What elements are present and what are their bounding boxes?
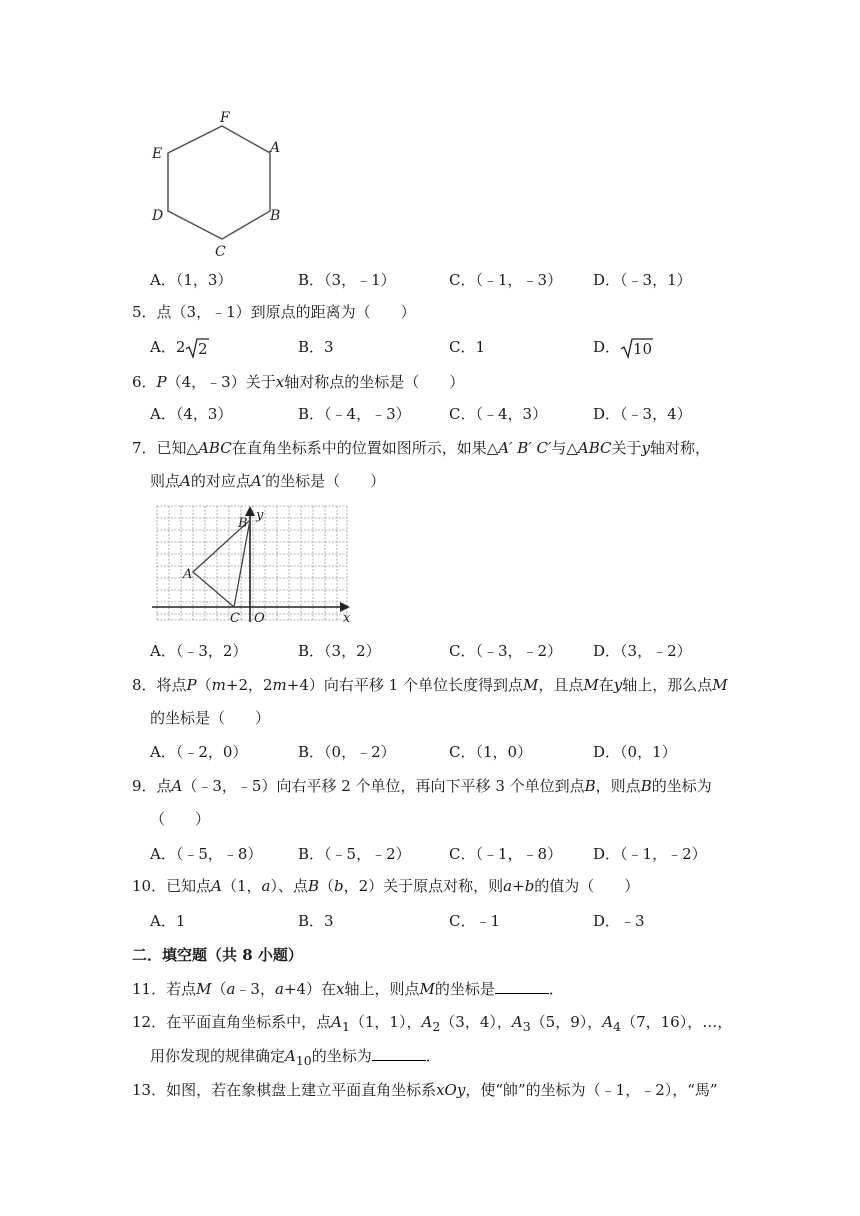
- q10-text: （1，: [221, 877, 262, 895]
- q9-stem-line1: [132, 776, 712, 796]
- q11-text: ﹣3，: [235, 980, 275, 998]
- q12-subscript: 1: [341, 1019, 350, 1034]
- q9-var: A: [171, 777, 183, 795]
- q4-option-a[interactable]: A．（1，3）: [150, 271, 233, 289]
- q4-option-b[interactable]: B．（3，﹣1）: [298, 271, 396, 289]
- q10-text: （: [318, 877, 334, 895]
- q8-text: +2，2: [225, 676, 273, 694]
- q12-answer-blank[interactable]: [372, 1046, 426, 1061]
- q12-text: （5，9），: [530, 1013, 603, 1031]
- grid-label-o: O: [254, 611, 265, 626]
- q12-text: （3，4），: [440, 1013, 512, 1031]
- y-axis-arrow-icon: [245, 506, 255, 516]
- q10-text: 的值为（ ）: [534, 877, 640, 895]
- triangle-abc: [193, 520, 250, 607]
- q6-options: [150, 404, 790, 426]
- q11-text: +4）在: [283, 980, 337, 998]
- q12-var: A: [511, 1013, 523, 1031]
- q10-var: A: [211, 877, 222, 895]
- sqrt-radical-icon: [620, 337, 654, 359]
- q12-text: ．: [425, 1047, 441, 1065]
- q11-text: 的坐标是: [434, 980, 495, 998]
- q8-option-d[interactable]: D．（0，1）: [593, 743, 677, 761]
- q10-var: a: [261, 877, 271, 895]
- q8-var: M: [712, 676, 728, 694]
- q12-subscript: 3: [522, 1019, 531, 1034]
- q7-text: 关于: [611, 439, 642, 457]
- q11-var: a: [226, 980, 236, 998]
- hex-label-d: D: [152, 208, 164, 224]
- q11-var: M: [196, 980, 212, 998]
- q10-option-d[interactable]: D．﹣3: [593, 912, 645, 930]
- q5-option-d[interactable]: [593, 337, 654, 359]
- q7-stem-line2: [150, 471, 385, 491]
- hex-label-c: C: [215, 244, 226, 258]
- q4-options: [150, 270, 790, 292]
- q9-option-d[interactable]: D．（﹣1，﹣2）: [593, 845, 707, 863]
- q12-text: 的坐标为: [311, 1047, 372, 1065]
- coordinate-grid-figure: [150, 500, 356, 628]
- q10-option-c[interactable]: C．﹣1: [449, 912, 501, 930]
- q11-text: （: [211, 980, 227, 998]
- q7-text: 在直角坐标系中的位置如图所示，如果△: [231, 439, 499, 457]
- q8-option-a[interactable]: A．（﹣2，0）: [150, 743, 248, 761]
- q5-option-c[interactable]: C．1: [449, 338, 486, 356]
- q6-text-2: 轴对称点的坐标是（ ）: [284, 373, 465, 391]
- q7-text: 轴对称，: [650, 439, 711, 457]
- q7-var: A′ B′ C′: [498, 439, 552, 457]
- q8-text: +4）向右平移 1 个单位长度得到点: [286, 676, 523, 694]
- q8-text: 在: [598, 676, 614, 694]
- hex-label-e: E: [152, 146, 163, 162]
- q8-text: （: [196, 676, 212, 694]
- q8-var: M: [583, 676, 599, 694]
- q5-option-a-label: A．2: [150, 338, 186, 356]
- q4-option-c[interactable]: C．（﹣1，﹣3）: [449, 271, 563, 289]
- q7-text: 7．已知△: [132, 439, 199, 457]
- q9-stem-line2: （ ）: [150, 810, 211, 828]
- grid-lines: [157, 506, 347, 620]
- grid-label-c: C: [230, 611, 240, 626]
- q11-var: x: [336, 980, 345, 998]
- q9-options: [150, 844, 790, 866]
- q7-var: ABC: [577, 439, 612, 457]
- hex-label-f: F: [220, 110, 230, 126]
- q10-var: b: [524, 877, 535, 895]
- q12-var: A: [285, 1047, 296, 1065]
- q6-option-c[interactable]: C．（﹣4，3）: [449, 405, 548, 423]
- q12-text: （7，16），…，: [621, 1013, 733, 1031]
- q9-var: B: [640, 777, 652, 795]
- q8-text: ，且点: [538, 676, 584, 694]
- q11-answer-blank[interactable]: [495, 979, 549, 994]
- hex-label-b: B: [270, 208, 281, 224]
- q9-text: （﹣3，﹣5）向右平移 2 个单位，再向下平移 3 个单位到点: [182, 777, 585, 795]
- q8-option-c[interactable]: C．（1，0）: [449, 743, 533, 761]
- q10-option-a[interactable]: A．1: [150, 912, 186, 930]
- q8-var: P: [186, 676, 197, 694]
- q5-option-a[interactable]: [150, 337, 209, 359]
- q13-var: xOy: [436, 1081, 466, 1099]
- q9-text: ，则点: [595, 777, 641, 795]
- sqrt-radical-icon: [185, 337, 209, 359]
- q10-var: B: [307, 877, 319, 895]
- q7-text: 则点: [150, 472, 181, 490]
- q9-var: B: [584, 777, 596, 795]
- q7-var: A′: [250, 472, 266, 490]
- q12-var: A: [602, 1013, 614, 1031]
- q8-stem-line2: 的坐标是（ ）: [150, 709, 271, 727]
- q7-text: 与△: [551, 439, 578, 457]
- section-2-title: 二．填空题（共 8 小题）: [132, 946, 303, 964]
- q12-subscript: 2: [432, 1019, 441, 1034]
- q10-text: 10．已知点: [132, 877, 212, 895]
- q8-stem-line1: [132, 675, 728, 695]
- q6-var-p: P: [156, 373, 167, 391]
- q11-var: a: [274, 980, 284, 998]
- q9-text: 的坐标为: [651, 777, 712, 795]
- q10-text: ，2）关于原点对称，则: [343, 877, 504, 895]
- q10-var: a: [503, 877, 513, 895]
- q12-text: 用你发现的规律确定: [150, 1047, 286, 1065]
- q8-var: y: [613, 676, 623, 694]
- q4-option-d[interactable]: D．（﹣3，1）: [593, 271, 692, 289]
- q10-options: [150, 911, 790, 933]
- q6-var-x: x: [275, 373, 285, 391]
- q13-text: ，使“帥”的坐标为（﹣1，﹣2），“馬”: [465, 1081, 718, 1099]
- q8-var: m: [211, 676, 226, 694]
- q9-option-b[interactable]: B．（﹣5，﹣2）: [298, 845, 411, 863]
- q7-option-b[interactable]: B．（3，2）: [298, 642, 381, 660]
- q12-var: A: [421, 1013, 433, 1031]
- q11-stem: [132, 979, 564, 999]
- q11-text: 轴上，则点: [344, 980, 420, 998]
- q12-text: （1，1），: [349, 1013, 422, 1031]
- q8-var: M: [522, 676, 539, 694]
- q10-text: +: [512, 877, 525, 895]
- q7-options: [150, 641, 790, 663]
- q9-text: 9．点: [132, 777, 172, 795]
- hexagon-shape: [168, 126, 270, 239]
- q6-stem: [132, 372, 464, 392]
- q7-option-a[interactable]: A．（﹣3，2）: [150, 642, 248, 660]
- q7-option-c[interactable]: C．（﹣3，﹣2）: [449, 642, 563, 660]
- q13-stem: [132, 1080, 718, 1100]
- q11-text: ．: [548, 980, 564, 998]
- q11-text: 11．若点: [132, 980, 197, 998]
- grid-label-b: B: [238, 516, 248, 531]
- q10-option-b[interactable]: B．3: [298, 912, 334, 930]
- hexagon-figure: [148, 108, 282, 258]
- q8-option-b[interactable]: B．（0，﹣2）: [298, 743, 396, 761]
- q5-option-b[interactable]: B．3: [298, 338, 334, 356]
- q7-var: y: [641, 439, 651, 457]
- q10-text: ）、点: [270, 877, 308, 895]
- q11-var: M: [419, 980, 435, 998]
- q5-option-a-radicand: 2: [198, 340, 208, 358]
- q6-number: 6．: [132, 373, 157, 391]
- q12-subscript: 4: [613, 1019, 622, 1034]
- q7-option-d[interactable]: D．（3，﹣2）: [593, 642, 692, 660]
- grid-label-a: A: [183, 567, 193, 582]
- q5-options: [150, 337, 790, 359]
- q6-option-d[interactable]: D．（﹣3，4）: [593, 405, 692, 423]
- q5-option-d-radicand: 10: [633, 340, 653, 358]
- q10-stem: [132, 876, 639, 896]
- hex-label-a: A: [270, 140, 281, 156]
- q12-var: A: [331, 1013, 342, 1031]
- q12-stem-line1: [132, 1012, 732, 1037]
- q12-stem-line2: [150, 1046, 441, 1071]
- q8-var: m: [272, 676, 287, 694]
- q6-option-b[interactable]: B．（﹣4，﹣3）: [298, 405, 411, 423]
- q5-stem: 5．点（3，﹣1）到原点的距离为（ ）: [132, 303, 416, 321]
- q8-text: 8．将点: [132, 676, 187, 694]
- q8-text: 轴上，那么点: [622, 676, 713, 694]
- q9-option-c[interactable]: C．（﹣1，﹣8）: [449, 845, 563, 863]
- q6-text-1: （4，﹣3）关于: [166, 373, 276, 391]
- q7-text: 的对应点: [190, 472, 251, 490]
- q7-var: ABC: [198, 439, 232, 457]
- q8-options: [150, 742, 790, 764]
- q5-option-d-label: D．: [593, 338, 621, 356]
- q7-stem-line1: [132, 438, 710, 458]
- q13-text: 13．如图，若在象棋盘上建立平面直角坐标系: [132, 1081, 437, 1099]
- q9-option-a[interactable]: A．（﹣5，﹣8）: [150, 845, 263, 863]
- q7-text: 的坐标是（ ）: [265, 472, 386, 490]
- q6-option-a[interactable]: A．（4，3）: [150, 405, 233, 423]
- grid-label-x: x: [343, 611, 351, 626]
- q12-subscript: 10: [295, 1053, 312, 1068]
- q7-var: A: [180, 472, 191, 490]
- grid-label-y: y: [256, 508, 264, 523]
- q12-text: 12．在平面直角坐标系中，点: [132, 1013, 332, 1031]
- q10-var: b: [334, 877, 344, 895]
